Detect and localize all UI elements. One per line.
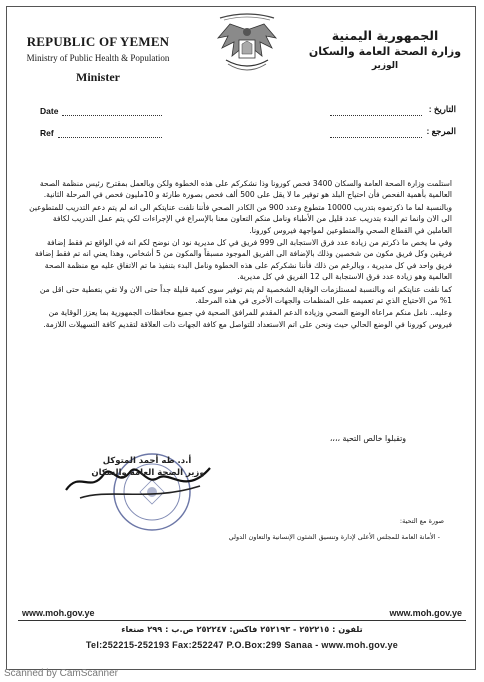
scanner-watermark: Scanned by CamScanner	[4, 668, 118, 679]
english-ministry-name: Ministry of Public Health & Population	[26, 53, 170, 63]
website-left: www.moh.gov.ye	[22, 608, 95, 618]
date-line-en	[62, 115, 162, 116]
english-letterhead	[18, 34, 178, 85]
english-country-name: REPUBLIC OF YEMEN	[26, 34, 170, 49]
ref-label-ar: المرجع :	[426, 126, 456, 136]
body-paragraph: وعليه.. نامل منكم مراعاة الوضع الصحي وزيادة الدعم المقدم للمرافق الصحية في جميع محافظات الجمهورية بما يعزز الوقاية من فيروس كورونا في الوضع الحالي حيث ونحن على اتم الاستعداد للتواصل مع كافة الجهات ذات العلاقة لتقديم كافة التسهيلات اللازمة.	[43, 308, 452, 329]
arabic-ministry-name: وزارة الصحة العامة والسكان	[308, 45, 462, 58]
body-paragraph: استلمت وزارة الصحة العامة والسكان 3400 فحص كورونا وذا نشكركم على هذه الخطوة ولكن وبالعمل بمقترح رئيس منظمة الصحة العالمية بأهمية الفحص فأن احتياج البلد هو توفير ما لا يقل على 500 ألف فحص بصورة طارئة و 10مليون فحص في المرحلة الثانية.	[39, 179, 452, 200]
signatory-name: أ.د. طه أحمد المتوكل	[102, 456, 192, 466]
contact-line-arabic: تلفون : ٢٥٢٢١٥ - ٢٥٢١٩٣ فاكس: ٢٥٢٢٤٧ ص.ب : ٢٩٩ صنعاء	[121, 624, 363, 634]
website-right: www.moh.gov.ye	[389, 608, 462, 618]
contact-line-english: Tel:252215-252193 Fax:252247 P.O.Box:299 Sanaa - www.moh.gov.ye	[85, 640, 399, 650]
yemen-emblem-icon	[212, 10, 282, 82]
cc-label: صورة مع التحية:	[399, 517, 444, 525]
signatory-title: وزير الصحة العامة والسكان	[91, 468, 205, 478]
letter-body	[28, 178, 452, 331]
english-minister-label: Minister	[76, 70, 120, 84]
arabic-letterhead	[300, 28, 470, 71]
date-label-ar: التاريخ :	[428, 104, 456, 114]
footer-divider	[18, 620, 466, 621]
date-line-ar	[330, 115, 422, 116]
cc-recipient: - الأمانة العامة للمجلس الأعلى لإدارة وتنسيق الشئون الإنسانية والتعاون الدولي	[228, 533, 440, 541]
arabic-minister-label: الوزير	[371, 61, 399, 71]
ref-label-en: Ref	[40, 128, 54, 138]
body-paragraph: وفي ما يخص ما ذكرتم من زيادة عدد فرق الاستجابة الى 999 فريق في كل مديرية نود ان نوضح لكم انه في الواقع تم فقط إضافة فريقين وكل فريق مكون من شخصين وذلك بالإضافة الى الفريق الموجود مسبقاً والمكون من 5 أشخاص، وهذا يعني انه تم فقط إضافة فريق واحد في كل مديرية ، وبالرغم من ذلك فأننا نشكركم على هذه الخطوة ونامل البدء بتنفيذ ما تم الاتفاق عليه مع منظمة الصحة العالمية وهو زيادة عدد فرق الاستجابة الى 12 الفريق في كل مديرية.	[34, 238, 452, 282]
date-label-en: Date	[40, 106, 59, 116]
ref-line-en	[58, 137, 162, 138]
body-paragraph: كما نلفت عنايتكم انه وبالنسبة لمستلزمات الوقاية الشخصية لم يتم توفير سوى كمية قليلة جداً حتى الان ولا تفي بتغطية حتى اقل من 1% من الاحتياج الذي تم تعميمه على المنظمات والجهات الأخرى في هذه المرحلة.	[39, 284, 452, 306]
letter-frame	[6, 6, 476, 670]
body-paragraph: وبالنسبة لما ما ذكرتموه بتدريب 10000 متطوع وعدد 900 من الكادر الصحي فأننا نلفت عنايتكم الى انه لم يتم دعم التدريب للمتطوعين الى الان وانما تم البدء بتدريب عدد قليل من الأطباء ونامل منكم التعاون معنا بالإسراع في الإجراءات لكي يتم عمل التدريب لكافة العاملين في القطاع الصحي والمتطوعين لمواجهة فيروس كورونا.	[29, 202, 452, 235]
arabic-country-name: الجمهورية اليمنية	[331, 28, 439, 43]
ref-line-ar	[330, 137, 422, 138]
closing-greeting: وتقبلوا خالص التحية ،،،،	[329, 434, 406, 443]
